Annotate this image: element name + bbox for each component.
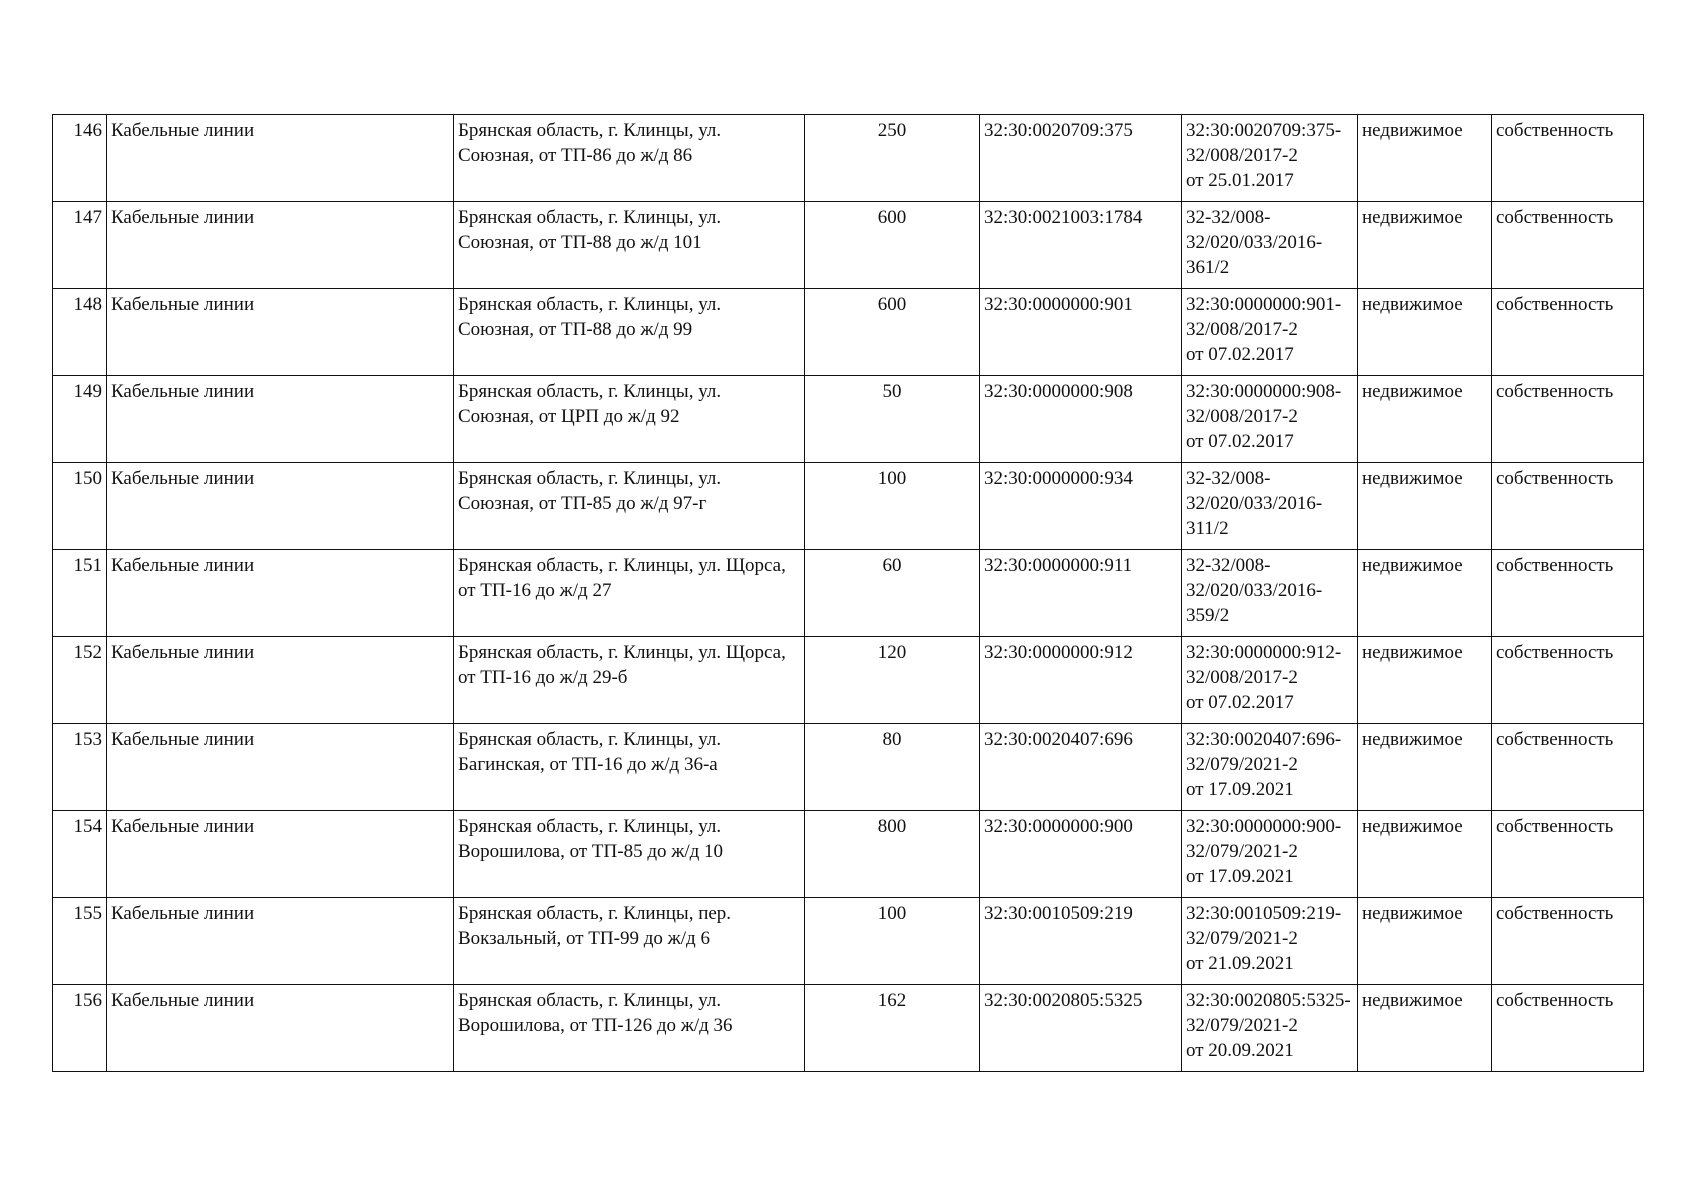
object-name: Кабельные линии [107, 811, 454, 898]
registration-line: от 21.09.2021 [1186, 953, 1294, 974]
ownership-right: собственность [1492, 724, 1644, 811]
registration-line: 32/020/033/2016- [1186, 232, 1323, 253]
registration-record [1182, 376, 1358, 463]
property-type: недвижимое [1358, 985, 1492, 1072]
row-number: 153 [53, 724, 107, 811]
registration-record [1182, 985, 1358, 1072]
object-length: 60 [805, 550, 980, 637]
object-address: Брянская область, г. Клинцы, пер. Вокзальный, от ТП-99 до ж/д 6 [454, 898, 805, 985]
registration-line: 32-32/008- [1186, 468, 1271, 489]
object-name: Кабельные линии [107, 637, 454, 724]
registration-line: 32/020/033/2016- [1186, 493, 1323, 514]
property-type: недвижимое [1358, 811, 1492, 898]
ownership-right: собственность [1492, 811, 1644, 898]
object-name: Кабельные линии [107, 463, 454, 550]
cadastral-number: 32:30:0000000:934 [980, 463, 1182, 550]
registration-line: 311/2 [1186, 518, 1229, 539]
table-row [53, 637, 1644, 724]
registration-line: 32-32/008- [1186, 207, 1271, 228]
ownership-right: собственность [1492, 985, 1644, 1072]
property-type: недвижимое [1358, 550, 1492, 637]
object-address: Брянская область, г. Клинцы, ул. Щорса, от ТП-16 до ж/д 27 [454, 550, 805, 637]
registration-record [1182, 202, 1358, 289]
object-length: 100 [805, 898, 980, 985]
registration-line: от 07.02.2017 [1186, 431, 1294, 452]
registration-line: 32/020/033/2016- [1186, 580, 1323, 601]
registration-line: 32:30:0020805:5325- [1186, 990, 1351, 1011]
registration-line: 32:30:0000000:901- [1186, 294, 1342, 315]
registration-line: 359/2 [1186, 605, 1230, 626]
row-number: 146 [53, 115, 107, 202]
registration-line: от 17.09.2021 [1186, 779, 1294, 800]
registration-line: 32:30:0000000:912- [1186, 642, 1342, 663]
ownership-right: собственность [1492, 376, 1644, 463]
table-row [53, 811, 1644, 898]
property-registry-table [52, 114, 1644, 1072]
row-number: 151 [53, 550, 107, 637]
cadastral-number: 32:30:0000000:908 [980, 376, 1182, 463]
row-number: 150 [53, 463, 107, 550]
registration-line: 32/008/2017-2 [1186, 667, 1298, 688]
property-type: недвижимое [1358, 289, 1492, 376]
registration-line: от 25.01.2017 [1186, 170, 1294, 191]
object-length: 50 [805, 376, 980, 463]
row-number: 152 [53, 637, 107, 724]
row-number: 149 [53, 376, 107, 463]
ownership-right: собственность [1492, 550, 1644, 637]
object-length: 600 [805, 202, 980, 289]
ownership-right: собственность [1492, 463, 1644, 550]
cadastral-number: 32:30:0020407:696 [980, 724, 1182, 811]
object-name: Кабельные линии [107, 550, 454, 637]
table-row [53, 115, 1644, 202]
cadastral-number: 32:30:0020709:375 [980, 115, 1182, 202]
object-name: Кабельные линии [107, 115, 454, 202]
cadastral-number: 32:30:0000000:912 [980, 637, 1182, 724]
ownership-right: собственность [1492, 202, 1644, 289]
table-row [53, 985, 1644, 1072]
row-number: 154 [53, 811, 107, 898]
object-address: Брянская область, г. Клинцы, ул. Союзная, от ТП-88 до ж/д 99 [454, 289, 805, 376]
registration-record [1182, 115, 1358, 202]
registration-line: 32:30:0020709:375- [1186, 120, 1342, 141]
property-type: недвижимое [1358, 202, 1492, 289]
registration-record [1182, 463, 1358, 550]
object-address: Брянская область, г. Клинцы, ул. Союзная, от ТП-88 до ж/д 101 [454, 202, 805, 289]
object-address: Брянская область, г. Клинцы, ул. Багинская, от ТП-16 до ж/д 36-а [454, 724, 805, 811]
object-length: 250 [805, 115, 980, 202]
table-row [53, 463, 1644, 550]
registration-record [1182, 811, 1358, 898]
registration-line: 32:30:0000000:908- [1186, 381, 1342, 402]
table-row [53, 550, 1644, 637]
object-name: Кабельные линии [107, 898, 454, 985]
cadastral-number: 32:30:0020805:5325 [980, 985, 1182, 1072]
registration-line: 361/2 [1186, 257, 1230, 278]
registration-line: от 20.09.2021 [1186, 1040, 1294, 1061]
cadastral-number: 32:30:0010509:219 [980, 898, 1182, 985]
property-type: недвижимое [1358, 724, 1492, 811]
registration-line: 32/008/2017-2 [1186, 145, 1298, 166]
registration-line: 32:30:0010509:219- [1186, 903, 1342, 924]
cadastral-number: 32:30:0000000:901 [980, 289, 1182, 376]
ownership-right: собственность [1492, 289, 1644, 376]
property-type: недвижимое [1358, 115, 1492, 202]
cadastral-number: 32:30:0000000:900 [980, 811, 1182, 898]
registration-line: 32/079/2021-2 [1186, 841, 1298, 862]
registration-line: 32:30:0000000:900- [1186, 816, 1342, 837]
registration-line: 32:30:0020407:696- [1186, 729, 1342, 750]
ownership-right: собственность [1492, 898, 1644, 985]
object-name: Кабельные линии [107, 724, 454, 811]
row-number: 155 [53, 898, 107, 985]
object-address: Брянская область, г. Клинцы, ул. Ворошилова, от ТП-85 до ж/д 10 [454, 811, 805, 898]
registration-line: от 07.02.2017 [1186, 344, 1294, 365]
registration-record [1182, 637, 1358, 724]
object-length: 162 [805, 985, 980, 1072]
object-name: Кабельные линии [107, 985, 454, 1072]
table-row [53, 202, 1644, 289]
registration-line: 32/008/2017-2 [1186, 406, 1298, 427]
registration-line: 32/008/2017-2 [1186, 319, 1298, 340]
property-type: недвижимое [1358, 898, 1492, 985]
object-address: Брянская область, г. Клинцы, ул. Ворошилова, от ТП-126 до ж/д 36 [454, 985, 805, 1072]
row-number: 148 [53, 289, 107, 376]
property-type: недвижимое [1358, 376, 1492, 463]
row-number: 156 [53, 985, 107, 1072]
ownership-right: собственность [1492, 115, 1644, 202]
object-length: 120 [805, 637, 980, 724]
object-length: 80 [805, 724, 980, 811]
registry-body [53, 115, 1644, 1072]
object-length: 600 [805, 289, 980, 376]
registration-line: от 07.02.2017 [1186, 692, 1294, 713]
row-number: 147 [53, 202, 107, 289]
object-name: Кабельные линии [107, 202, 454, 289]
table-row [53, 289, 1644, 376]
property-type: недвижимое [1358, 637, 1492, 724]
registration-line: 32-32/008- [1186, 555, 1271, 576]
ownership-right: собственность [1492, 637, 1644, 724]
object-length: 800 [805, 811, 980, 898]
registration-line: 32/079/2021-2 [1186, 928, 1298, 949]
object-address: Брянская область, г. Клинцы, ул. Щорса, от ТП-16 до ж/д 29-б [454, 637, 805, 724]
registration-record [1182, 724, 1358, 811]
registration-record [1182, 550, 1358, 637]
object-address: Брянская область, г. Клинцы, ул. Союзная, от ЦРП до ж/д 92 [454, 376, 805, 463]
registration-line: 32/079/2021-2 [1186, 1015, 1298, 1036]
table-row [53, 898, 1644, 985]
registration-line: 32/079/2021-2 [1186, 754, 1298, 775]
registration-line: от 17.09.2021 [1186, 866, 1294, 887]
cadastral-number: 32:30:0000000:911 [980, 550, 1182, 637]
object-length: 100 [805, 463, 980, 550]
object-address: Брянская область, г. Клинцы, ул. Союзная, от ТП-86 до ж/д 86 [454, 115, 805, 202]
table-row [53, 724, 1644, 811]
object-name: Кабельные линии [107, 376, 454, 463]
registration-record [1182, 289, 1358, 376]
cadastral-number: 32:30:0021003:1784 [980, 202, 1182, 289]
object-address: Брянская область, г. Клинцы, ул. Союзная, от ТП-85 до ж/д 97-г [454, 463, 805, 550]
table-row [53, 376, 1644, 463]
object-name: Кабельные линии [107, 289, 454, 376]
registration-record [1182, 898, 1358, 985]
property-type: недвижимое [1358, 463, 1492, 550]
